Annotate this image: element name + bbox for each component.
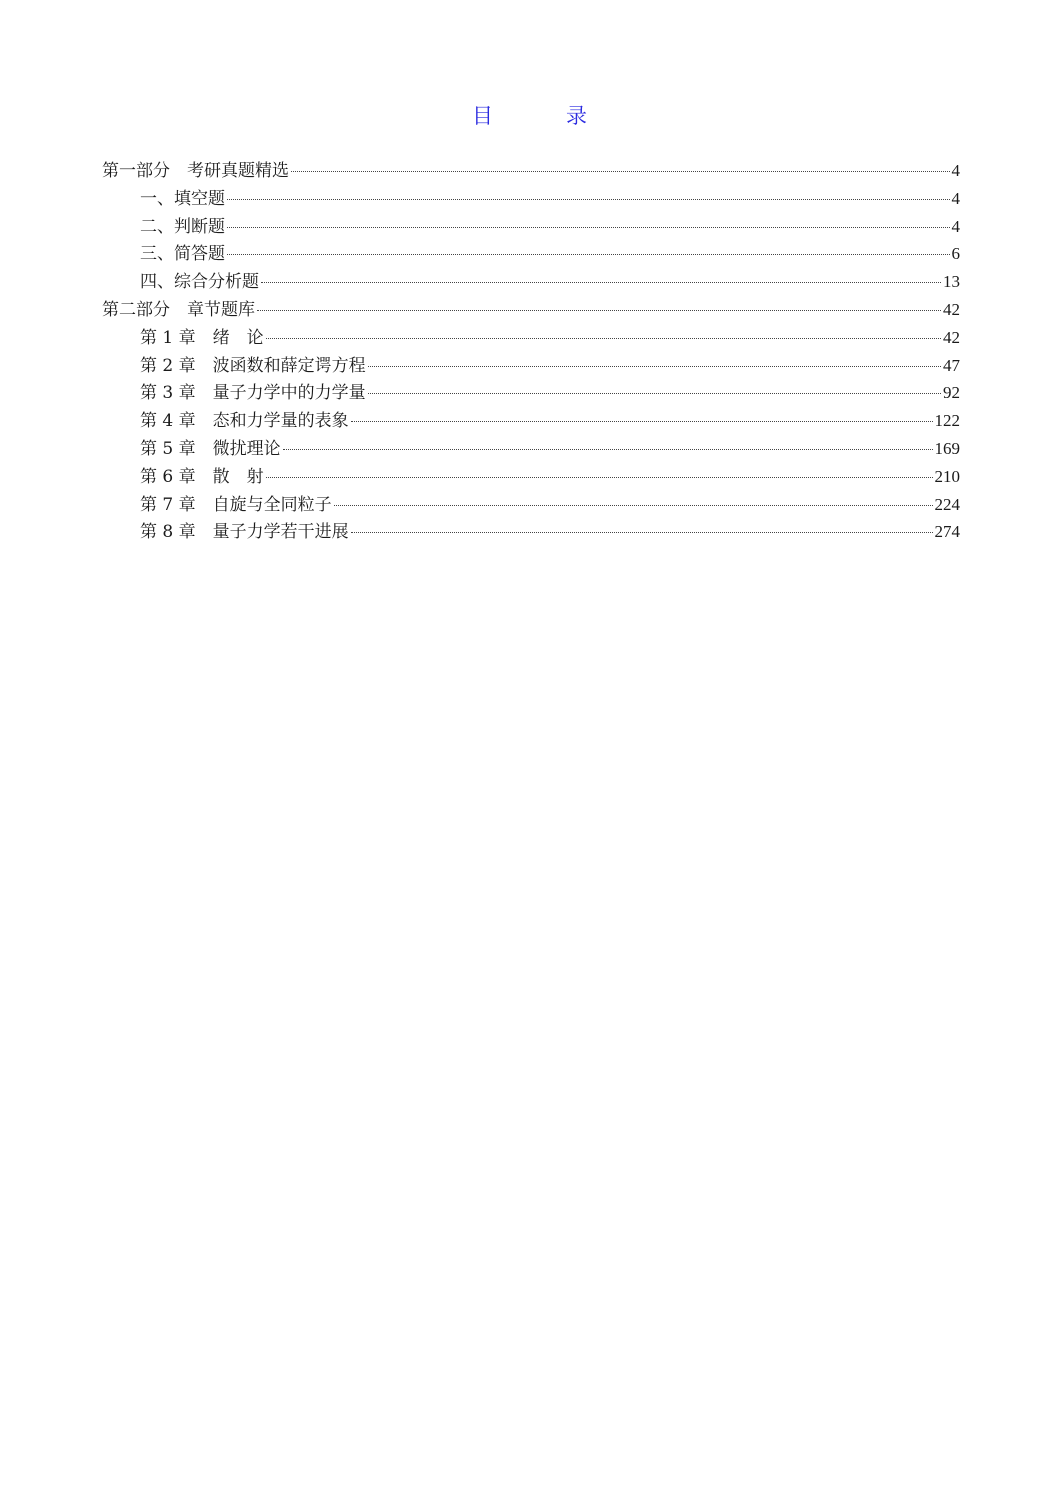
toc-entry-page: 42 (943, 299, 960, 319)
toc-entry-part-2[interactable] (102, 295, 960, 323)
toc-entry-label: 四、综合分析题 (140, 272, 259, 293)
toc-entry-label: 第 7 章 自旋与全同粒子 (140, 494, 332, 515)
toc-entry-fill-in[interactable] (102, 184, 960, 212)
toc-entry-page: 274 (934, 522, 960, 542)
toc-entry-true-false[interactable] (102, 212, 960, 240)
toc-entry-page: 6 (951, 244, 960, 264)
dot-leader (351, 532, 933, 533)
dot-leader (368, 366, 941, 367)
toc-entry-chapter-3[interactable] (102, 378, 960, 406)
toc-entry-page: 224 (934, 494, 960, 514)
toc-entry-page: 169 (934, 438, 960, 458)
toc-entry-label: 第 5 章 微扰理论 (140, 438, 281, 459)
toc-entry-label: 一、填空题 (140, 188, 225, 209)
table-of-contents (102, 156, 960, 545)
dot-leader (368, 393, 941, 394)
toc-entry-label: 第 4 章 态和力学量的表象 (140, 411, 349, 432)
toc-entry-page: 4 (951, 161, 960, 180)
toc-entry-page: 4 (951, 188, 960, 208)
toc-entry-page: 47 (943, 355, 960, 375)
toc-entry-chapter-2[interactable] (102, 351, 960, 379)
dot-leader (257, 310, 941, 311)
toc-entry-label: 第 8 章 量子力学若干进展 (140, 522, 349, 543)
dot-leader (227, 254, 950, 255)
dot-leader (266, 338, 941, 339)
toc-entry-page: 92 (943, 383, 960, 403)
dot-leader (227, 227, 950, 228)
dot-leader (334, 505, 933, 506)
dot-leader (351, 421, 933, 422)
page-title: 目 录 (472, 104, 613, 128)
toc-entry-page: 13 (943, 272, 960, 292)
toc-entry-page: 210 (934, 466, 960, 486)
toc-entry-label: 第 6 章 散 射 (140, 466, 264, 487)
toc-entry-label: 第二部分 章节题库 (102, 299, 255, 320)
toc-entry-chapter-1[interactable] (102, 323, 960, 351)
toc-entry-label: 二、判断题 (140, 216, 225, 237)
toc-entry-label: 第一部分 考研真题精选 (102, 161, 289, 181)
dot-leader (261, 282, 941, 283)
toc-entry-label: 三、简答题 (140, 244, 225, 265)
toc-entry-page: 4 (951, 216, 960, 236)
dot-leader (291, 171, 950, 172)
toc-entry-comprehensive[interactable] (102, 267, 960, 295)
toc-entry-short-answer[interactable] (102, 239, 960, 267)
dot-leader (227, 199, 950, 200)
toc-entry-label: 第 1 章 绪 论 (140, 327, 264, 348)
toc-entry-label: 第 2 章 波函数和薛定谔方程 (140, 355, 366, 376)
toc-entry-label: 第 3 章 量子力学中的力学量 (140, 383, 366, 404)
toc-entry-chapter-4[interactable] (102, 406, 960, 434)
toc-entry-chapter-5[interactable] (102, 434, 960, 462)
toc-entry-part-1[interactable] (102, 156, 960, 184)
toc-entry-chapter-8[interactable] (102, 517, 960, 545)
toc-entry-page: 42 (943, 327, 960, 347)
toc-entry-chapter-6[interactable] (102, 462, 960, 490)
dot-leader (266, 477, 933, 478)
toc-entry-chapter-7[interactable] (102, 490, 960, 518)
dot-leader (283, 449, 933, 450)
toc-entry-page: 122 (934, 411, 960, 431)
